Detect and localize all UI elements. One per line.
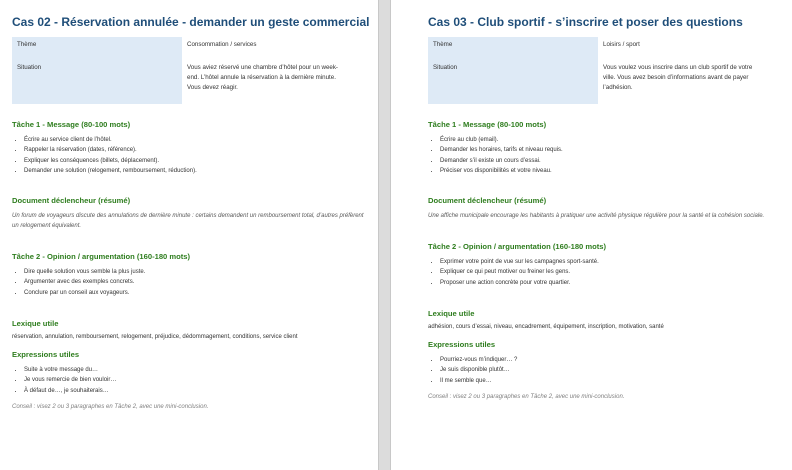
list-item: • Suite à votre message du… [24,365,378,375]
info-row-situation [428,57,763,104]
case-title: Cas 02 - Réservation annulée - demander un geste commercial [12,15,370,29]
info-value: Consommation / services [187,41,257,48]
expressions-title: Expressions utiles [428,340,496,350]
info-table [12,37,347,104]
doc-title: Document déclencheur (résumé) [12,196,131,206]
list-item: • Il me semble que… [440,376,792,386]
list-item: • Pourriez-vous m’indiquer… ? [440,355,792,365]
task1-list [12,135,378,176]
case-title: Cas 03 - Club sportif - s’inscrire et poser des questions [428,15,743,29]
lexique-title: Lexique utile [428,309,475,319]
list-item: • Préciser vos disponibilités et votre niveau. [440,166,792,176]
info-row-situation [12,57,347,104]
doc-title: Document déclencheur (résumé) [428,196,547,206]
info-value: Vous aviez réservé une chambre d’hôtel pour un week-end. L’hôtel annule la réservation à la dernière minute. Vous devez réagir. [187,64,338,91]
info-row-theme [12,37,347,57]
info-value: Vous voulez vous inscrire dans un club sportif de votre ville. Vous avez besoin d’informations avant de payer l’adhésion. [603,64,753,91]
list-item: • Écrire au club (email). [440,135,792,145]
info-key: Thème [12,37,182,57]
list-item: • Exprimer votre point de vue sur les campagnes sport-santé. [440,257,792,267]
task2-list [428,257,792,288]
list-item: • Écrire au service client de l’hôtel. [24,135,378,145]
list-item: • Conclure par un conseil aux voyageurs. [24,288,378,298]
info-key: Situation [12,57,182,104]
task2-list [12,267,378,298]
list-item: • Demander s’il existe un cours d’essai. [440,156,792,166]
document-page-left [0,0,378,470]
list-item: • Je suis disponible plutôt… [440,365,792,375]
task1-list [428,135,792,176]
info-key: Thème [428,37,598,57]
doc-summary: Une affiche municipale encourage les habitants à pratiquer une activité physique régulière pour la santé et la cohésion sociale. [428,213,765,220]
list-item: • À défaut de…, je souhaiterais… [24,386,378,396]
doc-summary: Un forum de voyageurs discute des annulations de dernière minute : certains demandent un remboursement total, d’autres préfèrent un relogement équivalent. [12,213,364,230]
expressions-list [12,365,378,396]
list-item: • Expliquer les conséquences (billets, déplacement). [24,156,378,166]
expressions-title: Expressions utiles [12,350,80,360]
list-item: • Demander une solution (relogement, remboursement, réduction). [24,166,378,176]
lexique-title: Lexique utile [12,319,59,329]
list-item: • Proposer une action concrète pour votre quartier. [440,278,792,288]
info-row-theme [428,37,763,57]
info-value: Loisirs / sport [603,41,640,48]
list-item: • Argumenter avec des exemples concrets. [24,277,378,287]
list-item: • Expliquer ce qui peut motiver ou freiner les gens. [440,267,792,277]
info-key: Situation [428,57,598,104]
task2-title: Tâche 2 - Opinion / argumentation (160-180 mots) [428,242,607,252]
list-item: • Demander les horaires, tarifs et niveau requis. [440,145,792,155]
list-item: • Rappeler la réservation (dates, référence). [24,145,378,155]
lexique-text: adhésion, cours d’essai, niveau, encadrement, équipement, inscription, motivation, santé [428,324,664,331]
info-table [428,37,763,104]
tip-text: Conseil : visez 2 ou 3 paragraphes en Tâche 2, avec une mini-conclusion. [12,403,209,410]
tip-text: Conseil : visez 2 ou 3 paragraphes en Tâche 2, avec une mini-conclusion. [428,393,625,400]
list-item: • Dire quelle solution vous semble la plus juste. [24,267,378,277]
list-item: • Je vous remercie de bien vouloir… [24,375,378,385]
lexique-text: réservation, annulation, remboursement, relogement, préjudice, dédommagement, conditions, service client [12,334,298,341]
page-gutter [378,0,391,470]
document-page-right [391,0,792,470]
task1-title: Tâche 1 - Message (80-100 mots) [428,120,547,129]
task2-title: Tâche 2 - Opinion / argumentation (160-180 mots) [12,252,191,262]
task1-title: Tâche 1 - Message (80-100 mots) [12,120,131,129]
expressions-list [428,355,792,386]
